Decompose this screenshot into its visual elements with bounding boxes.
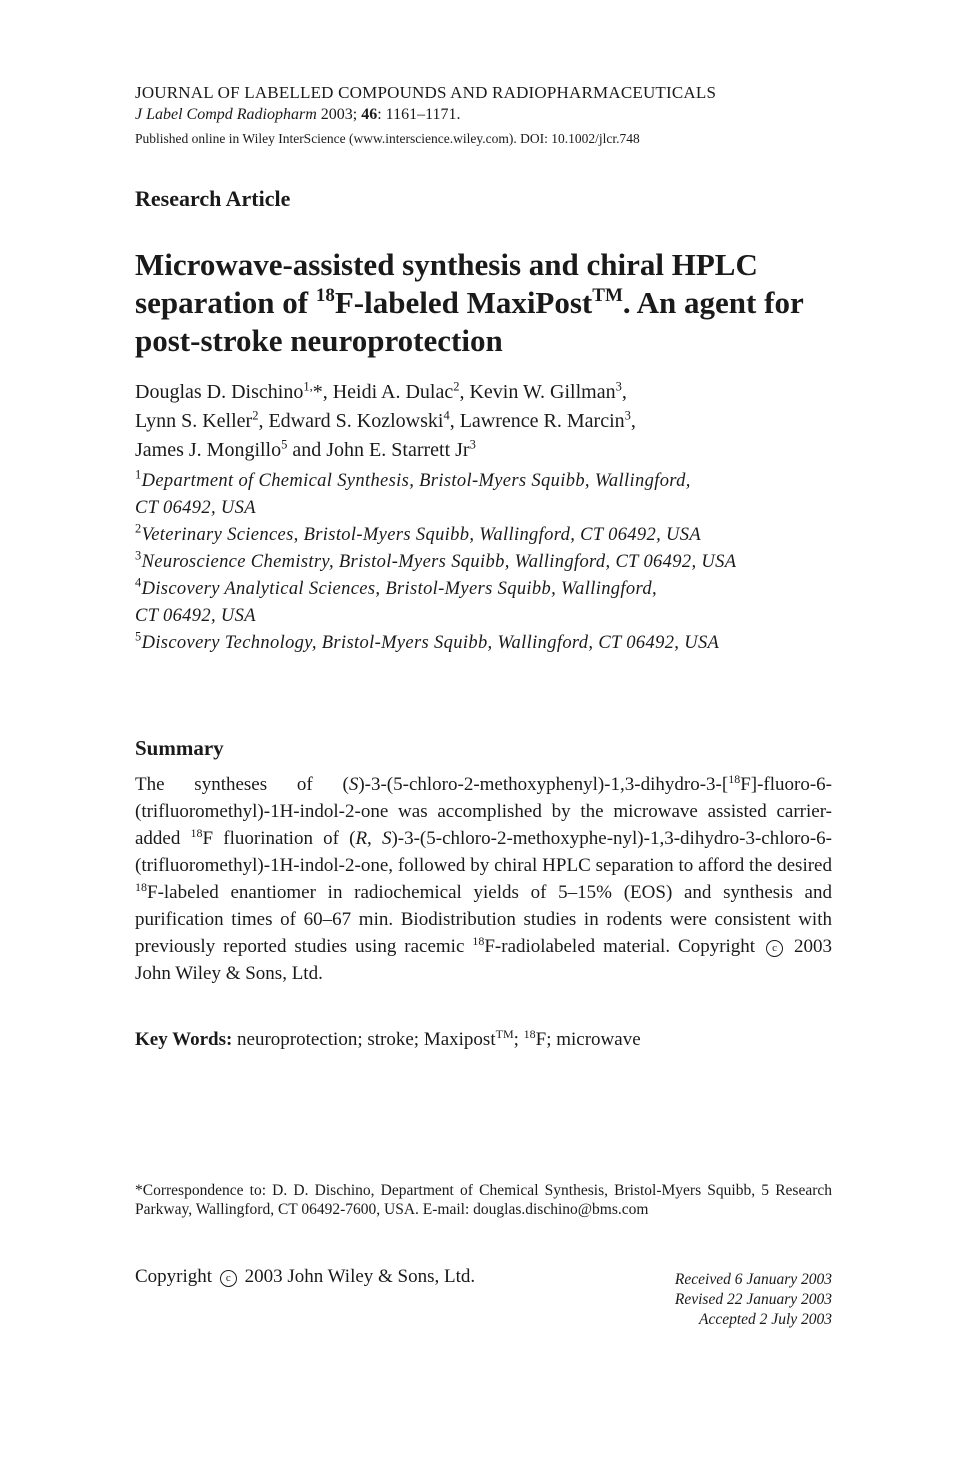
citation-volume: 46 xyxy=(361,106,378,123)
author-name: Kevin W. Gillman xyxy=(469,381,616,403)
author-separator: , xyxy=(459,381,470,403)
keywords-label: Key Words: xyxy=(135,1029,233,1050)
affiliation-text: Department of Chemical Synthesis, Bristol-Myers Squibb, Wallingford, xyxy=(141,471,691,491)
affiliation-number: 2 xyxy=(135,521,142,536)
accepted-date: Accepted 2 July 2003 xyxy=(699,1311,832,1328)
summary-isotope-sup: 18 xyxy=(728,771,741,786)
summary-text-run: F fluorination of ( xyxy=(202,828,356,849)
affiliation-item xyxy=(135,468,835,522)
affiliation-number: 5 xyxy=(135,629,142,644)
author-separator: *, xyxy=(312,381,333,403)
summary-text-run: F-radiolabeled material. Copyright xyxy=(484,936,764,957)
title-isotope-mass: 18 xyxy=(315,285,335,307)
published-online: Published online in Wiley InterScience (www.interscience.wiley.com). DOI: 10.1002/jlcr.748 xyxy=(135,131,640,146)
summary-text-run: F-labeled enantiomer in radiochemical yields of 5–15% (EOS) and synthesis and purification times of 60–67 min. Biodistribution studies in rodents were consistent with previously reported studies using racemic xyxy=(135,882,832,957)
affiliation-list xyxy=(135,468,835,657)
footer-copyright-text: 2003 John Wiley & Sons, Ltd. xyxy=(244,1266,476,1287)
keywords-text: neuroprotection; stroke; Maxipost xyxy=(237,1029,496,1050)
citation-pages: : 1161–1171. xyxy=(377,106,461,123)
revised-date: Revised 22 January 2003 xyxy=(674,1291,832,1308)
author-affil-sup: 2 xyxy=(252,408,259,423)
author-name: Edward S. Kozlowski xyxy=(268,410,444,432)
author-affil-sup: 4 xyxy=(443,408,450,423)
summary-text-run: F]-fluoro-6-(trifluoromethyl)-1H-indol-2-one was accomplished by the microwave assisted carrier-added xyxy=(135,774,832,849)
author-separator: , xyxy=(630,410,636,432)
affiliation-item xyxy=(135,576,835,630)
summary-isotope-sup: 18 xyxy=(472,933,485,948)
citation-journal: J Label Compd Radiopharm xyxy=(135,106,317,123)
summary-stereo-label: S xyxy=(348,774,359,795)
affiliation-text: Veterinary Sciences, Bristol-Myers Squibb, Wallingford, CT 06492, USA xyxy=(141,525,702,545)
author-separator: , xyxy=(621,381,627,403)
affiliation-number: 3 xyxy=(135,548,142,563)
summary-text-run: )-3-(5-chloro-2-methoxyphe-nyl)-1,3-dihydro-3-chloro-6-(trifluoromethyl)-1H-indol-2-one, followed by chiral HPLC separation to afford the desired xyxy=(135,828,832,876)
article-dates xyxy=(675,1270,832,1330)
keywords-isotope-sup: 18 xyxy=(523,1026,536,1041)
summary-heading: Summary xyxy=(135,736,224,760)
affiliation-text: CT 06492, USA xyxy=(135,606,256,626)
summary-isotope-sup: 18 xyxy=(135,879,147,894)
author-name: Douglas D. Dischino xyxy=(135,381,304,403)
citation-year: 2003; xyxy=(320,106,358,123)
article-type: Research Article xyxy=(135,186,291,211)
affiliation-text: Discovery Technology, Bristol-Myers Squibb, Wallingford, CT 06492, USA xyxy=(141,633,720,653)
author-affil-sup: 3 xyxy=(624,408,631,423)
keywords-text: F; microwave xyxy=(535,1029,641,1050)
summary-stereo-label: R xyxy=(355,828,368,849)
affiliation-text: Neuroscience Chemistry, Bristol-Myers Squibb, Wallingford, CT 06492, USA xyxy=(141,552,737,572)
footer-copyright xyxy=(135,1266,475,1288)
summary-isotope-sup: 18 xyxy=(190,825,203,840)
author-name: John E. Starrett Jr xyxy=(326,439,470,461)
author-affil-sup: 3 xyxy=(615,379,622,394)
keywords xyxy=(135,1026,641,1051)
citation xyxy=(135,106,461,124)
summary-paragraph xyxy=(135,742,832,987)
author-name: James J. Mongillo xyxy=(135,439,282,461)
summary-text-run: The syntheses of ( xyxy=(135,774,349,795)
author-name: Lawrence R. Marcin xyxy=(459,410,625,432)
affiliation-text: CT 06492, USA xyxy=(135,498,256,518)
footer-copyright-prefix: Copyright xyxy=(135,1266,213,1287)
author-list xyxy=(135,378,832,465)
title-part-1: Microwave-assisted synthesis and chiral HPLC separation of xyxy=(135,247,758,320)
author-affil-sup: 5 xyxy=(281,437,288,452)
author-affil-sup: 3 xyxy=(469,437,476,452)
affiliation-item xyxy=(135,522,835,549)
keywords-text: ; xyxy=(513,1029,524,1050)
summary-text-run: 2003 John Wiley & Sons, Ltd. xyxy=(135,936,832,984)
author-name: Heidi A. Dulac xyxy=(332,381,454,403)
affiliation-item xyxy=(135,630,835,657)
affiliation-number: 4 xyxy=(135,575,142,590)
affiliation-number: 1 xyxy=(135,467,142,482)
keywords-trademark: TM xyxy=(495,1026,514,1041)
author-separator: and xyxy=(287,439,327,461)
summary-text-run: , xyxy=(367,828,382,849)
author-name: Lynn S. Keller xyxy=(135,410,253,432)
author-affil-sup: 1, xyxy=(303,379,313,394)
affiliation-item xyxy=(135,549,835,576)
correspondence-note: *Correspondence to: D. D. Dischino, Department of Chemical Synthesis, Bristol-Myers Squibb, 5 Research Parkway, Wallingford, CT 06492-7600, USA. E-mail: douglas.dischino@bms.com xyxy=(135,1182,832,1218)
title-trademark: TM xyxy=(592,285,623,307)
article-title xyxy=(135,246,832,360)
copyright-icon: c xyxy=(766,940,783,957)
journal-name: JOURNAL OF LABELLED COMPOUNDS AND RADIOPHARMACEUTICALS xyxy=(135,83,717,102)
title-part-3: . An agent for post-stroke neuroprotection xyxy=(135,285,804,358)
title-part-2: F-labeled MaxiPost xyxy=(334,285,593,320)
author-affil-sup: 2 xyxy=(453,379,460,394)
summary-text-run: )-3-(5-chloro-2-methoxyphenyl)-1,3-dihydro-3-[ xyxy=(358,774,729,795)
copyright-icon: c xyxy=(220,1270,237,1287)
summary-stereo-label: S xyxy=(381,828,392,849)
author-separator: , xyxy=(258,410,269,432)
received-date: Received 6 January 2003 xyxy=(674,1271,832,1288)
affiliation-text: Discovery Analytical Sciences, Bristol-Myers Squibb, Wallingford, xyxy=(141,579,657,599)
author-separator: , xyxy=(449,410,460,432)
